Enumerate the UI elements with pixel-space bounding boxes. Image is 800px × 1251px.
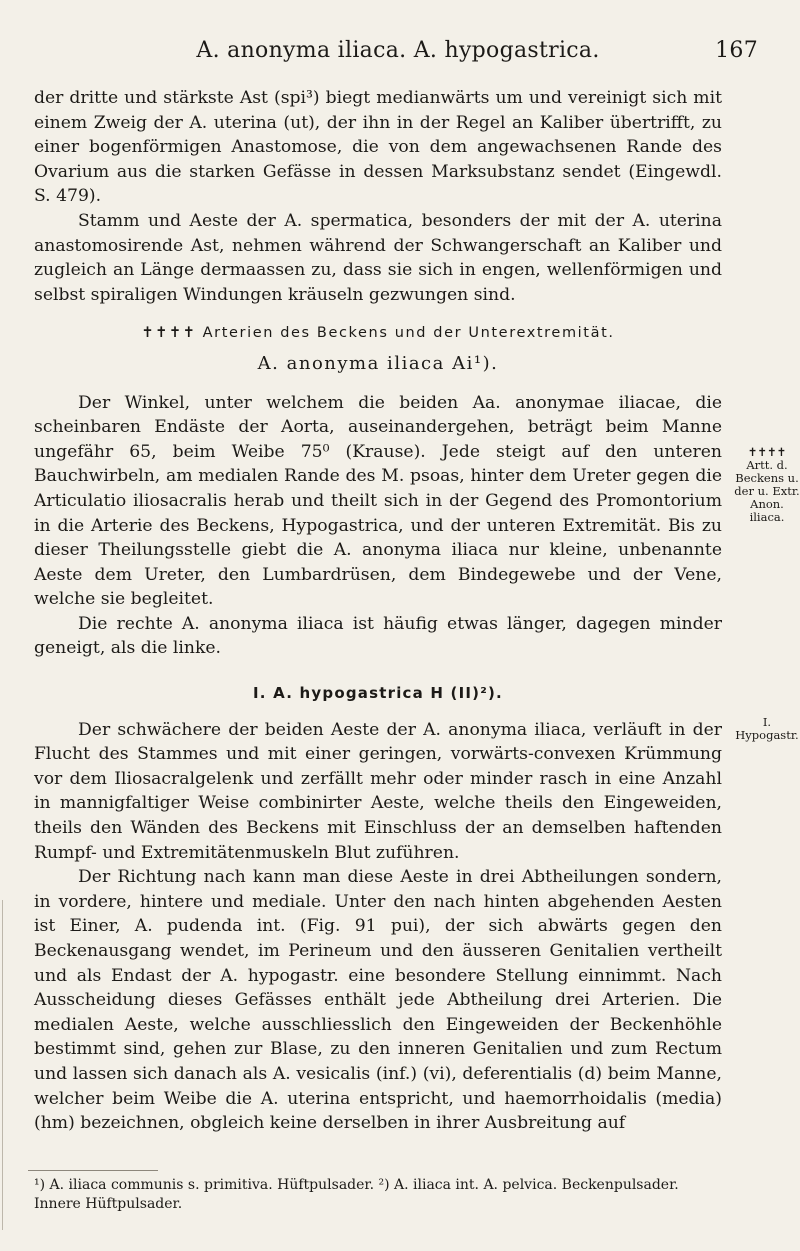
footnotes (34, 1176, 724, 1214)
section-heading: ✝✝✝✝ Arterien des Beckens und der Unterextremität. (141, 325, 615, 342)
paragraph-1: der dritte und stärkste Ast (spi³) biegt medianwärts um und vereinigt sich mit einem Zweig der A. uterina (ut), der ihn in der Regel an Kaliber übertrifft, zu einer bogenförmigen Anastomose, die von dem angewachsenen Rande des Ovarium aus die starken Gefässe in dessen Marksubstanz sendet (Eingewdl. S. 479). (34, 88, 722, 207)
page-number: 167 (715, 38, 758, 63)
subheading-anonyma-iliaca: A. anonyma iliaca Ai¹). (257, 352, 499, 374)
subheading-hypogastrica: I. A. hypogastrica H (II)²). (253, 684, 503, 703)
paragraph-5: Der schwächere der beiden Aeste der A. anonyma iliaca, verläuft in der Flucht des Stammes und mit einer geringen, vorwärts-convexen Krümmung vor dem Iliosacralgelenk und zerfällt mehr oder minder rasch in eine Anzahl in mannigfaltiger Weise combinirter Aeste, welche theils den Eingeweiden, theils den Wänden des Beckens mit Einschluss der an demselben haftenden Rumpf- und Extremitätenmuskeln Blut zuführen. (34, 719, 722, 863)
footnote-rule (28, 1170, 158, 1171)
paragraph-3: Der Winkel, unter welchem die beiden Aa. anonymae iliacae, die scheinbaren Endäste der Aorta, auseinandergehen, beträgt beim Manne ungefähr 65, beim Weibe 75⁰ (Krause). Jede steigt auf den unteren Bauchwirbeln, am medialen Rande des M. psoas, hinter dem Ureter gegen die Articulatio iliosacralis herab und theilt sich in der Gegend des Promontorium in die Arterie des Beckens, Hypogastrica, und der unteren Extremität. Bis zu dieser Theilungsstelle giebt die A. anonyma iliaca nur kleine, unbenannte Aeste dem Ureter, den Lumbardrüsen, dem Bindegewebe und der Vene, welche sie begleitet. (34, 392, 722, 610)
margin-note-arteries: ✝✝✝✝ Artt. d. Beckens u. der u. Extr. Anon. iliaca. (734, 445, 800, 524)
paragraph-4: Die rechte A. anonyma iliaca ist häufig etwas länger, dagegen minder geneigt, als die linke. (34, 613, 722, 659)
running-title: A. anonyma iliaca. A. hypogastrica. (196, 38, 600, 63)
footnote-text: ¹) A. iliaca communis s. primitiva. Hüftpulsader. ²) A. iliaca int. A. pelvica. Beckenpulsader. Innere Hüftpulsader. (34, 1177, 679, 1212)
running-header (34, 36, 762, 68)
paragraph-2: Stamm und Aeste der A. spermatica, besonders der mit der A. uterina anastomosirende Ast, nehmen während der Schwangerschaft an Kaliber und zugleich an Länge dermaassen zu, dass sie sich in engen, wellenförmigen und selbst spiraligen Windungen kräuseln gezwungen sind. (34, 210, 722, 305)
paragraph-6: Der Richtung nach kann man diese Aeste in drei Abtheilungen sondern, in vordere, hintere und mediale. Unter den nach hinten abgehenden Aesten ist Einer, A. pudenda int. (Fig. 91 pui), der sich abwärts gegen den Beckenausgang wendet, im Perineum und den äusseren Genitalien vertheilt und als Endast der A. hypogastr. eine besondere Stellung einnimmt. Nach Ausscheidung dieses Gefässes enthält jede Abtheilung drei Arterien. Die medialen Aeste, welche ausschliesslich den Eingeweiden der Beckenhöhle bestimmt sind, gehen zur Blase, zu den inneren Genitalien und zum Rectum und lassen sich danach als A. vesicalis (inf.) (vi), deferentialis (d) beim Manne, welcher beim Weibe die A. uterina entspricht, und haemorrhoidalis (media) (hm) bezeichnen, obgleich keine derselben in ihrer Ausbreitung auf (34, 867, 722, 1134)
page-edge-line (2, 900, 3, 1230)
margin-note-hypogastrica: I. Hypogastr. (735, 715, 799, 742)
main-text (34, 86, 722, 1136)
